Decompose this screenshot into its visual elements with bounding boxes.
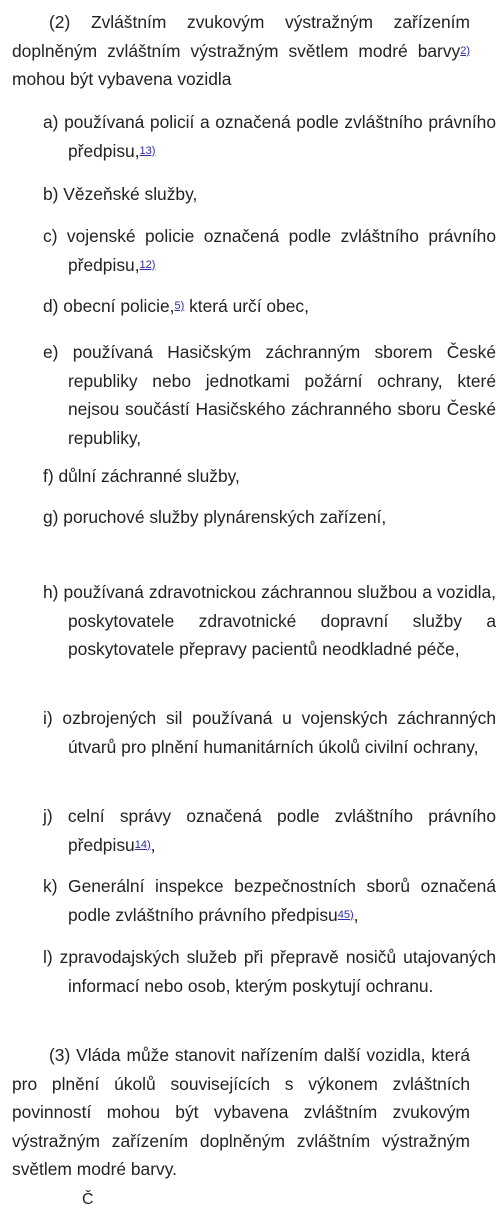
footnote-link-12[interactable]: 12) [139, 258, 156, 271]
list-item-e-text: e) používaná Hasičským záchranným sborem České republiky nebo jednotkami požární ochrany, které nejsou součástí Hasičského záchranného sboru České republiky, [43, 342, 496, 448]
list-item-c [43, 222, 496, 279]
list-item-g [43, 503, 496, 532]
list-item-d-text-end: která určí obec, [184, 296, 309, 316]
list-item-g-text: g) poruchové služby plynárenských zařízení, [43, 507, 387, 527]
list-item-h-text: h) používaná zdravotnickou záchrannou službou a vozidla, poskytovatele zdravotnické dopravní služby a poskytovatele přepravy pacientů neodkladné péče, [43, 582, 496, 659]
list-item-j-text-end: , [150, 834, 156, 855]
list-item-k-text-end: , [353, 904, 359, 925]
list-item-i [43, 704, 496, 761]
list-item-a [43, 108, 496, 165]
list-item-k [43, 872, 496, 929]
list-item-b-text: b) Vězeňské služby, [43, 184, 198, 204]
footnote-link-5[interactable]: 5) [174, 300, 185, 312]
list-item-a-text: a) používaná policií a označená podle zvláštního právního předpisu, [43, 112, 496, 161]
footnote-link-2[interactable]: 2) [460, 44, 470, 57]
list-item-l-text: l) zpravodajských služeb při přepravě nosičů utajovaných informací nebo osob, kterým poskytují ochranu. [43, 947, 496, 996]
list-item-h [43, 578, 496, 664]
list-item-c-text: c) vojenské policie označená podle zvláštního právního předpisu, [43, 226, 496, 275]
paragraph-2-text: (2) Zvláštním zvukovým výstražným zařízením doplněným zvláštním výstražným světlem modré barvy [12, 12, 470, 61]
footnote-link-45[interactable]: 45) [337, 908, 354, 921]
paragraph-3 [12, 1041, 470, 1184]
list-item-i-text: i) ozbrojených sil používaná u vojenských záchranných útvarů pro plnění humanitárních úkolů civilní ochrany, [43, 708, 496, 757]
list-item-l [43, 943, 496, 1000]
footnote-link-13[interactable]: 13) [139, 144, 156, 157]
list-item-e [43, 338, 496, 452]
list-item-k-text: k) Generální inspekce bezpečnostních sborů označená podle zvláštního právního předpisu [43, 876, 496, 925]
list-item-j [43, 802, 496, 859]
list-item-d-text: d) obecní policie, [43, 296, 175, 316]
paragraph-3-text: (3) Vláda může stanovit nařízením další vozidla, která pro plnění úkolů souvisejících s výkonem zvláštních povinností mohou být vybavena zvláštním zvukovým výstražným zařízením doplněným zvláštním výstražným světlem modré barvy. [12, 1045, 470, 1179]
list-item-f [43, 462, 496, 491]
paragraph-2-text-end: mohou být vybavena vozidla [12, 69, 232, 89]
paragraph-2 [12, 8, 470, 94]
list-item-b [43, 180, 496, 209]
cut-off-text-fragment: Č [82, 1191, 94, 1208]
list-item-j-text: j) celní správy označená podle zvláštního právního předpisu [43, 806, 496, 855]
footnote-link-14[interactable]: 14) [134, 838, 151, 851]
list-item-f-text: f) důlní záchranné služby, [43, 466, 240, 486]
list-item-d [43, 292, 496, 321]
